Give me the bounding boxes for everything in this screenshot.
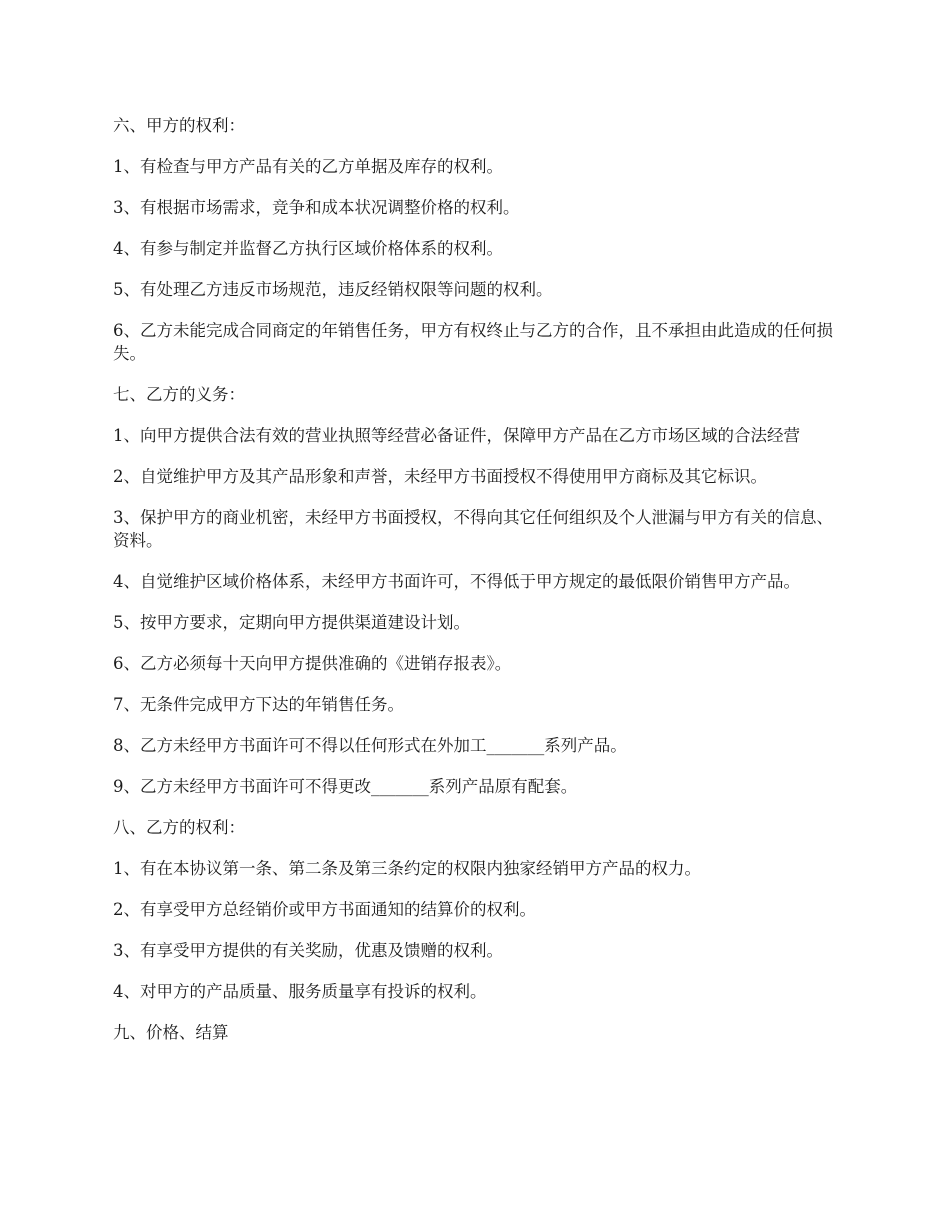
section-heading-7: 七、乙方的义务： [113,385,245,404]
section-heading-8: 八、乙方的权利： [113,818,245,837]
clause-7-9: 9、乙方未经甲方书面许可不得更改_______系列产品原有配套。 [113,777,578,796]
clause-6-3: 3、有根据市场需求，竞争和成本状况调整价格的权利。 [113,198,520,217]
clause-7-3: 3、保护甲方的商业机密，未经甲方书面授权，不得向其它任何组织及个人泄漏与甲方有关的信息、资料。 [113,508,833,550]
clause-6-5: 5、有处理乙方违反市场规范，违反经销权限等问题的权利。 [113,280,553,299]
clause-8-4: 4、对甲方的产品质量、服务质量享有投诉的权利。 [113,982,487,1001]
clause-7-1: 1、向甲方提供合法有效的营业执照等经营必备证件，保障甲方产品在乙方市场区域的合法经营 [113,426,800,445]
clause-7-7: 7、无条件完成甲方下达的年销售任务。 [113,695,404,714]
clause-8-1: 1、有在本协议第一条、第二条及第三条约定的权限内独家经销甲方产品的权力。 [113,859,701,878]
clause-8-2: 2、有享受甲方总经销价或甲方书面通知的结算价的权利。 [113,900,536,919]
clause-7-2: 2、自觉维护甲方及其产品形象和声誉，未经甲方书面授权不得使用甲方商标及其它标识。 [113,467,767,486]
document-body [113,114,848,1062]
clause-7-4: 4、自觉维护区域价格体系，未经甲方书面许可，不得低于甲方规定的最低限价销售甲方产品。 [113,572,800,591]
clause-6-4: 4、有参与制定并监督乙方执行区域价格体系的权利。 [113,239,503,258]
clause-7-6: 6、乙方必须每十天向甲方提供准确的《进销存报表》。 [113,654,512,673]
clause-6-1: 1、有检查与甲方产品有关的乙方单据及库存的权利。 [113,157,503,176]
clause-6-6: 6、乙方未能完成合同商定的年销售任务，甲方有权终止与乙方的合作，且不承担由此造成的任何损失。 [113,321,833,363]
clause-8-3: 3、有享受甲方提供的有关奖励，优惠及馈赠的权利。 [113,941,503,960]
section-heading-6: 六、甲方的权利： [113,116,245,135]
clause-7-8: 8、乙方未经甲方书面许可不得以任何形式在外加工_______系列产品。 [113,736,627,755]
clause-7-5: 5、按甲方要求，定期向甲方提供渠道建设计划。 [113,613,470,632]
section-heading-9: 九、价格、结算 [113,1023,229,1042]
